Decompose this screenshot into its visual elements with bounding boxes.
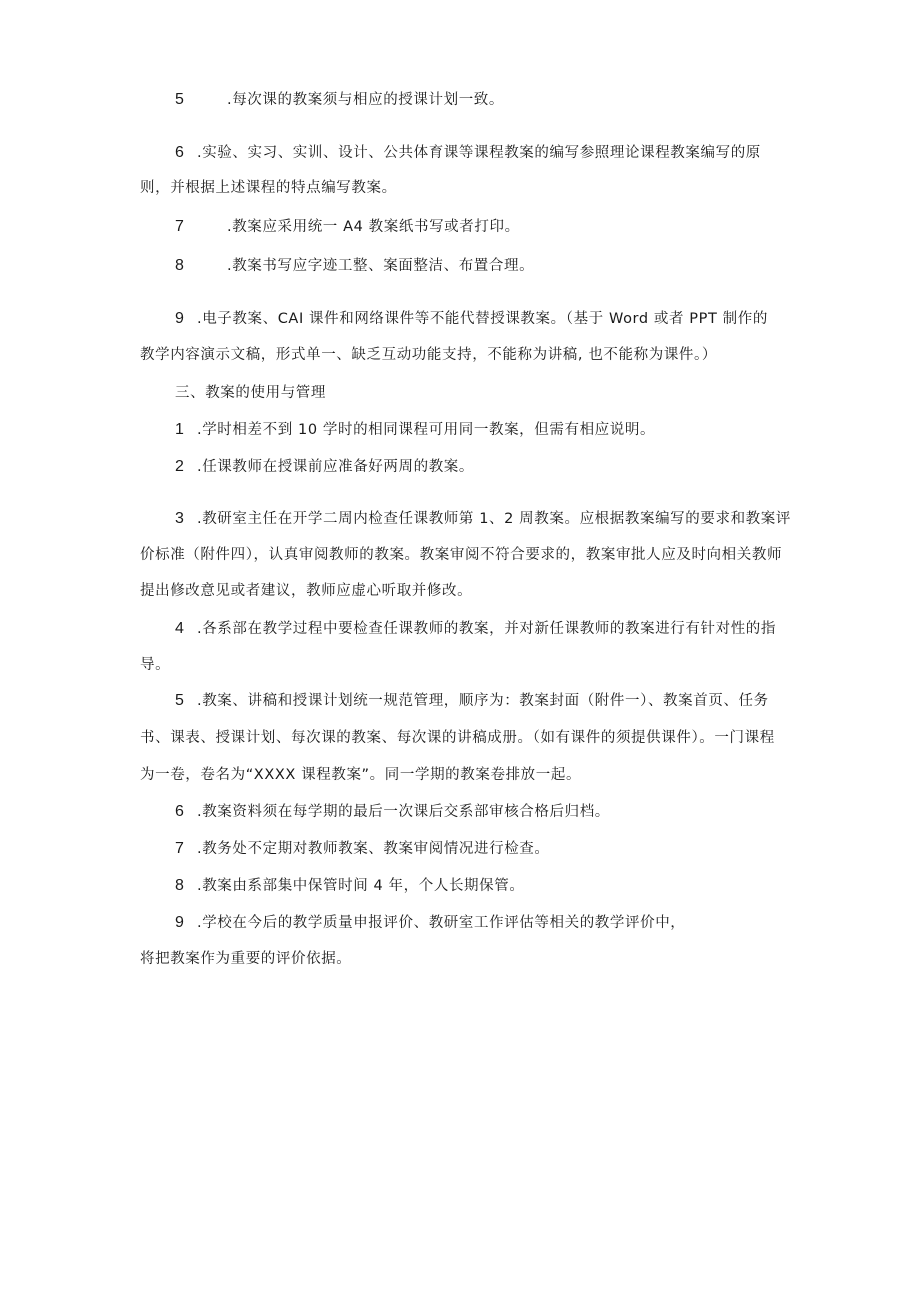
item-text: .各系部在教学过程中要检查任课教师的教案，并对新任课教师的教案进行有针对性的指 [197, 621, 777, 637]
list-item [175, 217, 520, 237]
item-text: .教案资料须在每学期的最后一次课后交系部审核合格后归档。 [197, 804, 610, 820]
item-continuation: 教学内容演示文稿，形式单一、缺乏互动功能支持，不能称为讲稿, 也不能称为课件。） [140, 347, 717, 363]
item-number: 7 [175, 218, 185, 235]
item-text: .学时相差不到 10 学时的相同课程可用同一教案，但需有相应说明。 [197, 422, 656, 438]
item-continuation: 导。 [140, 657, 171, 673]
list-item [175, 913, 685, 933]
list-item [175, 143, 761, 163]
item-number: 3 [175, 510, 185, 527]
item-number: 9 [175, 310, 185, 327]
item-text: .每次课的教案须与相应的授课计划一致。 [227, 92, 505, 108]
list-item [175, 90, 504, 110]
list-item [175, 876, 524, 896]
item-text: .学校在今后的教学质量申报评价、教研室工作评估等相关的教学评价中， [197, 915, 686, 931]
list-item [175, 420, 655, 440]
item-number: 7 [175, 840, 185, 857]
item-text: .教案由系部集中保管时间 4 年，个人长期保管。 [197, 878, 525, 894]
section-heading: 三、教案的使用与管理 [175, 385, 326, 401]
item-text: .任课教师在授课前应准备好两周的教案。 [197, 459, 475, 475]
list-item [175, 256, 534, 276]
list-item [175, 509, 791, 529]
list-item [175, 839, 550, 859]
item-number: 6 [175, 144, 185, 161]
item-number: 5 [175, 692, 185, 709]
item-text: .教案书写应字迹工整、案面整洁、布置合理。 [227, 258, 535, 274]
item-number: 9 [175, 914, 185, 931]
list-item [175, 619, 776, 639]
item-number: 2 [175, 458, 185, 475]
item-text: .实验、实习、实训、设计、公共体育课等课程教案的编写参照理论课程教案编写的原 [197, 145, 761, 161]
list-item [175, 457, 474, 477]
item-continuation: 将把教案作为重要的评价依据。 [140, 951, 352, 967]
item-number: 4 [175, 620, 185, 637]
item-continuation: 则，并根据上述课程的特点编写教案。 [140, 180, 397, 196]
item-text: .电子教案、CAI 课件和网络课件等不能代替授课教案。（基于 Word 或者 PPT 制作的 [197, 311, 768, 327]
list-item [175, 309, 768, 329]
item-number: 5 [175, 91, 185, 108]
item-continuation: 提出修改意见或者建议，教师应虚心听取并修改。 [140, 583, 473, 599]
item-number: 6 [175, 803, 185, 820]
item-number: 8 [175, 257, 185, 274]
item-text: .教研室主任在开学二周内检查任课教师第 1、2 周教案。应根据教案编写的要求和教案评 [197, 511, 791, 527]
item-text: .教案应采用统一 A4 教案纸书写或者打印。 [227, 219, 520, 235]
item-text: .教案、讲稿和授课计划统一规范管理，顺序为：教案封面（附件一）、教案首页、任务 [197, 693, 769, 709]
list-item [175, 802, 610, 822]
item-continuation: 为一卷，卷名为“XXXX 课程教案”。同一学期的教案卷排放一起。 [140, 767, 582, 783]
item-continuation: 价标准（附件四），认真审阅教师的教案。教案审阅不符合要求的，教案审批人应及时向相关教师 [140, 547, 783, 563]
item-number: 1 [175, 421, 185, 438]
item-text: .教务处不定期对教师教案、教案审阅情况进行检查。 [197, 841, 550, 857]
item-number: 8 [175, 877, 185, 894]
item-continuation: 书、课表、授课计划、每次课的教案、每次课的讲稿成册。（如有课件的须提供课件）。一门课程 [140, 730, 775, 746]
list-item [175, 691, 769, 711]
